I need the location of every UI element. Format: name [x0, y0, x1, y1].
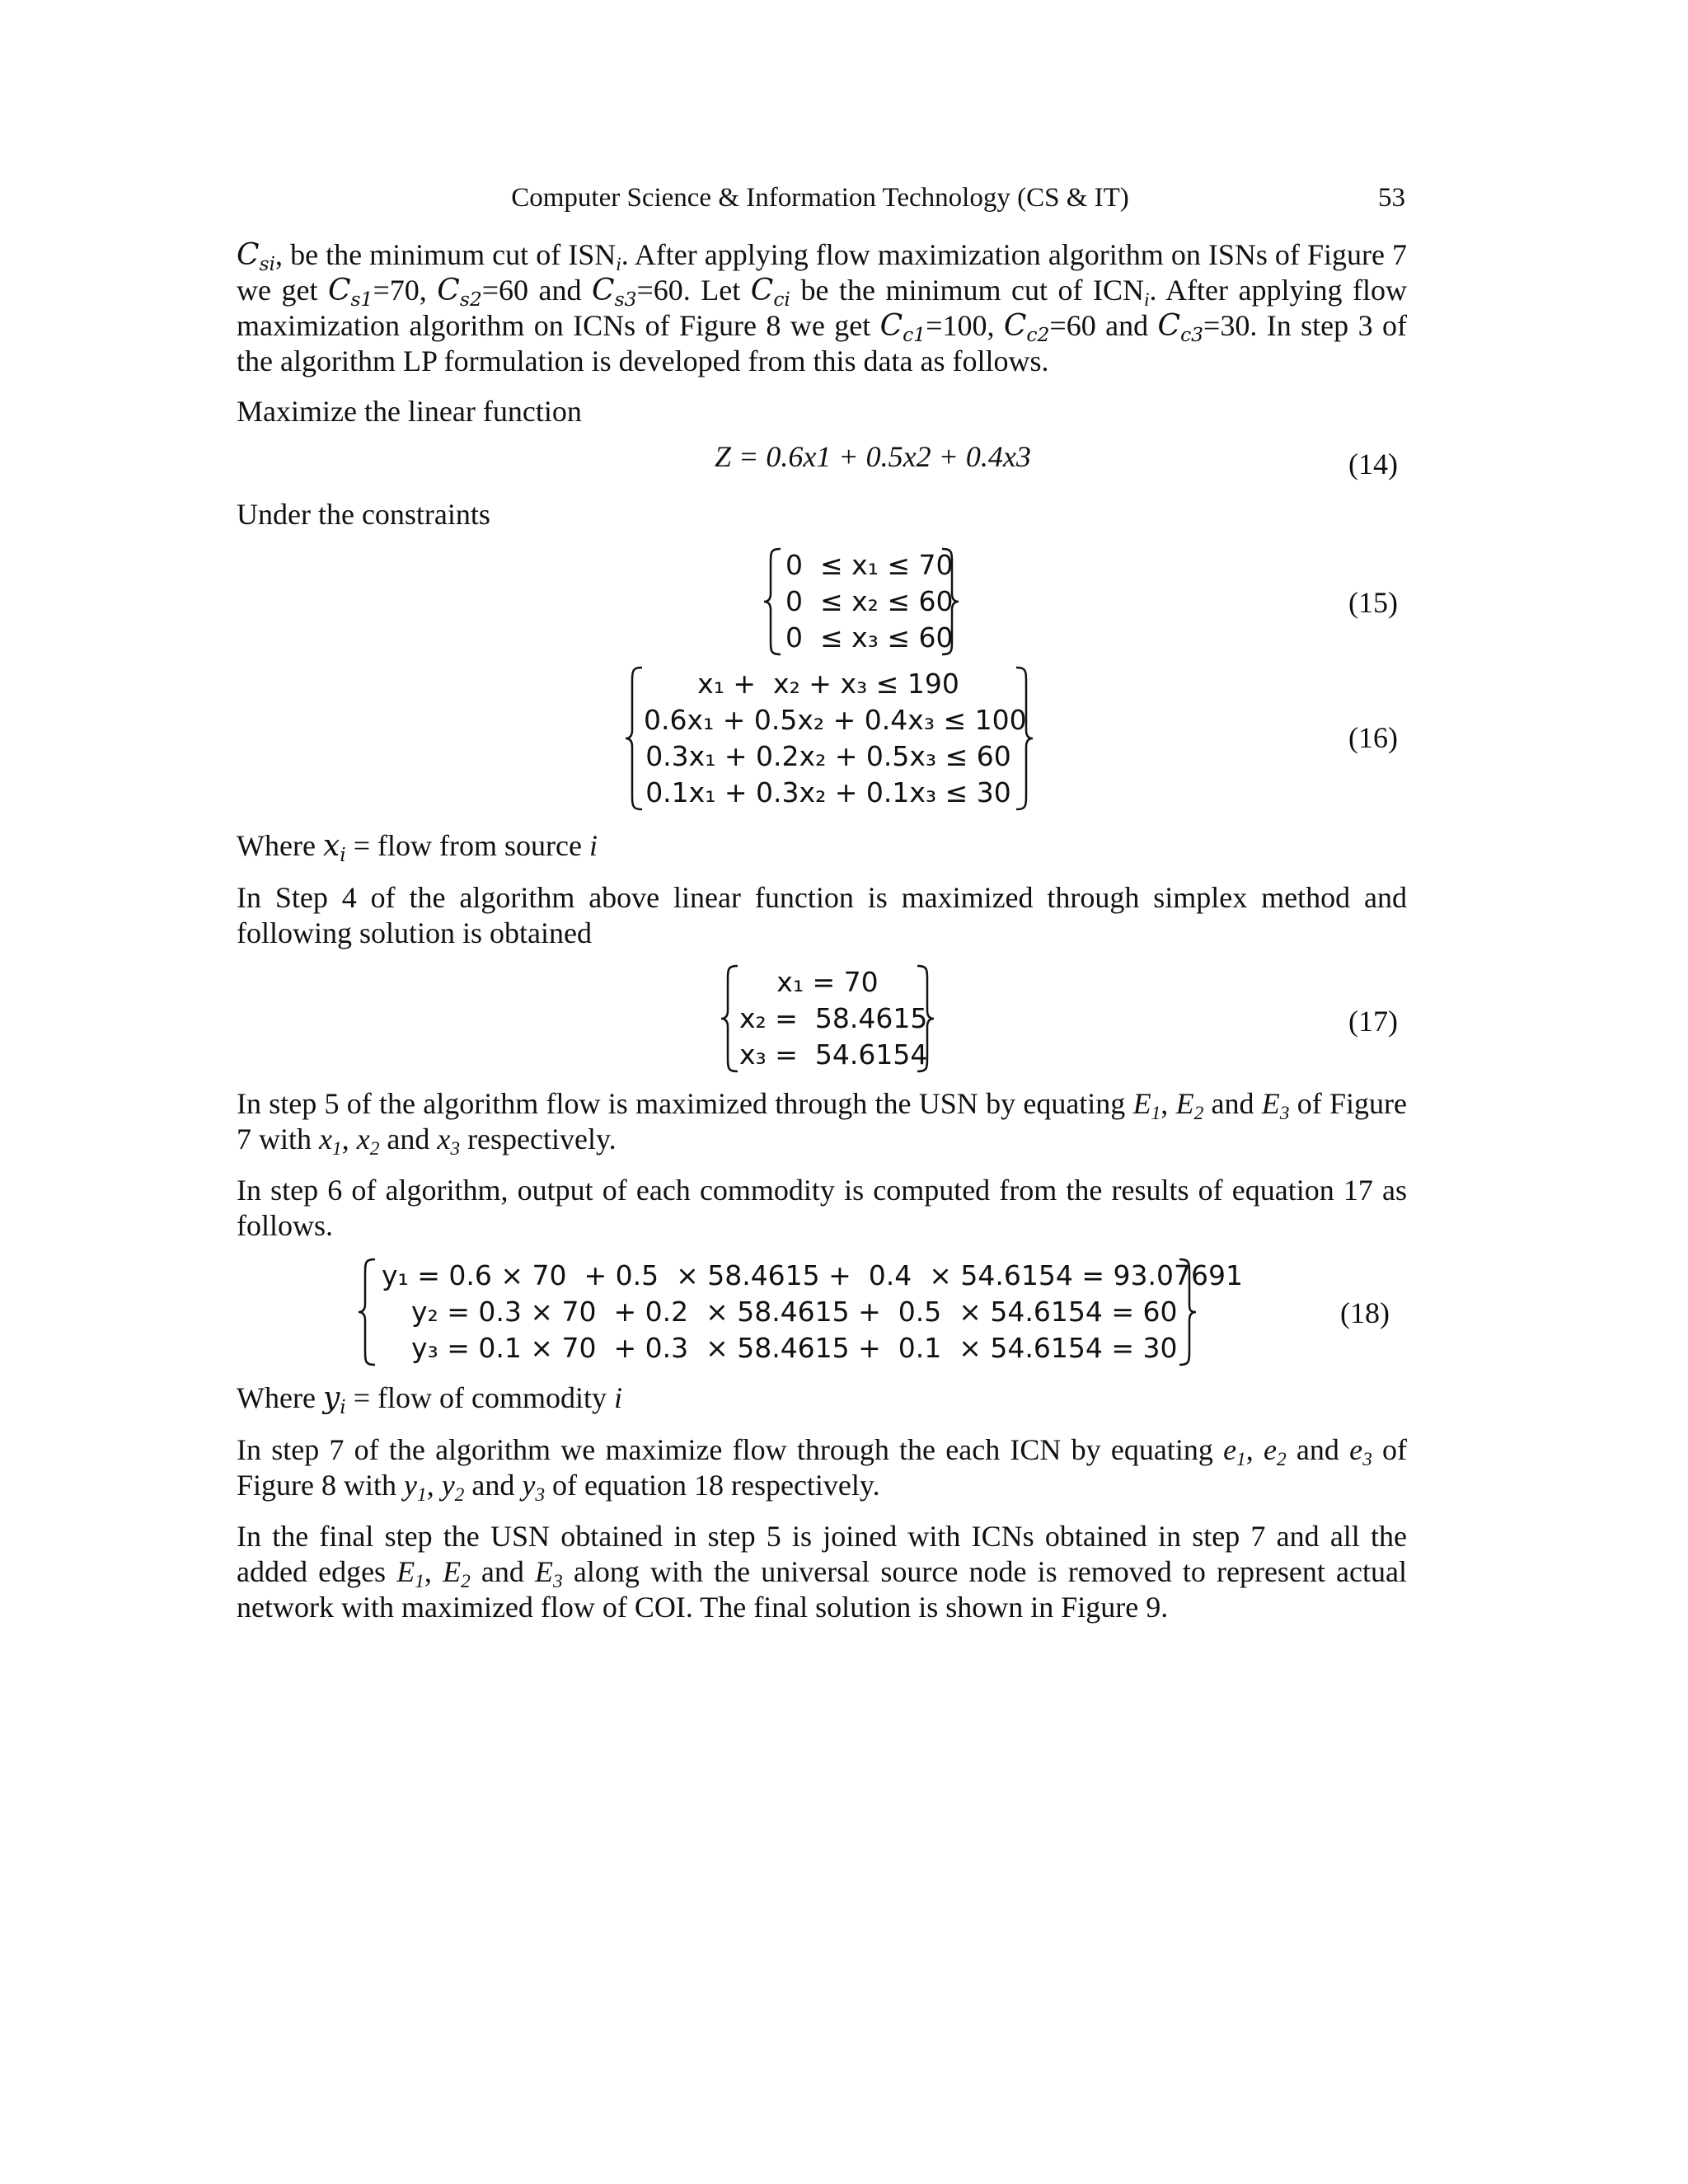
- equation-17: [720, 964, 935, 1073]
- eq17-row-3: x₃ = 54.6154: [739, 1038, 928, 1071]
- left-brace-icon: [720, 964, 741, 1073]
- paragraph-step-6: In step 6 of algorithm, output of each commodity is computed from the results of equation 17 as follows.: [237, 1174, 1407, 1242]
- equation-16-label: (16): [1348, 721, 1398, 754]
- page-header: [235, 183, 1405, 216]
- left-brace-icon: [624, 666, 645, 811]
- eq16-row-3: 0.3x₁ + 0.2x₂ + 0.5x₃ ≤ 60: [645, 740, 1011, 772]
- maximize-line: Maximize the linear function: [237, 395, 582, 428]
- left-brace-icon: [762, 547, 784, 656]
- equation-18-label: (18): [1340, 1296, 1390, 1329]
- eq17-row-2: x₂ = 58.4615: [739, 1002, 928, 1034]
- eq15-row-2: 0 ≤ x₂ ≤ 60: [785, 585, 954, 617]
- paragraph-step-7: In step 7 of the algorithm we maximize flow through the each ICN by equating $e_1$, $e_2$ and $e_3$ of Figure 8 with $y_1$, $y_2$ and $y_3$ of equation 18 respectively.: [237, 1433, 1408, 1507]
- eq16-row-2: 0.6x₁ + 0.5x₂ + 0.4x₃ ≤ 100: [644, 704, 1027, 736]
- left-brace-icon: [357, 1258, 378, 1366]
- eq16-row-4: 0.1x₁ + 0.3x₂ + 0.1x₃ ≤ 30: [645, 776, 1011, 808]
- page-number: 53: [1378, 183, 1405, 213]
- eq18-row-1: y₁ = 0.6 × 70 + 0.5 × 58.4615 + 0.4 × 54.6154 = 93.07691: [382, 1259, 1243, 1291]
- paragraph-step-4: In Step 4 of the algorithm above linear function is maximized through simplex method and following solution is obtained: [237, 881, 1407, 949]
- eq16-row-1: x₁ + x₂ + x₃ ≤ 190: [697, 668, 959, 700]
- equation-16: [624, 666, 1034, 811]
- right-brace-icon: [1176, 1258, 1198, 1366]
- paragraph-min-cut: $C_{si}$, be the minimum cut of $ISN_i$. After applying flow maximization algorithm on ISNs of Figure 7 we get $C_{s1}=70$, $C_{s2}=60$ and $C_{s3}=60$. Let $C_{ci}$ be the minimum cut of $ICN_i$. After applying flow maximization algorithm on ICNs of Figure 8 we get $C_{c1}=100$, $C_{c2}=60$ and $C_{c3}=30$. In step 3 of the algorithm LP formulation is developed from this data as follows.: [237, 238, 1407, 377]
- right-brace-icon: [1013, 666, 1034, 811]
- eq18-row-2: y₂ = 0.3 × 70 + 0.2 × 58.4615 + 0.5 × 54.6154 = 60: [411, 1296, 1178, 1328]
- equation-14-label: (14): [1348, 448, 1398, 480]
- where-x-definition: Where $x_i$ = flow from source i: [237, 829, 598, 867]
- equation-17-label: (17): [1348, 1005, 1398, 1038]
- constraints-line: Under the constraints: [237, 498, 490, 531]
- paragraph-step-5: In step 5 of the algorithm flow is maximized through the USN by equating $E_1$, $E_2$ and $E_3$ of Figure 7 with $x_1$, $x_2$ and $x_3$ respectively.: [237, 1087, 1407, 1160]
- where-y-definition: Where $y_i$ = flow of commodity i: [237, 1381, 623, 1419]
- math-csi: $C_{si}$: [237, 238, 276, 276]
- eq15-row-3: 0 ≤ x₃ ≤ 60: [785, 621, 954, 654]
- paragraph-final-step: In the final step the USN obtained in step 5 is joined with ICNs obtained in step 7 and all the added edges $E_1$, $E_2$ and $E_3$ along with the universal source node is removed to represent actual network with maximized flow of COI. The final solution is shown in Figure 9.: [237, 1520, 1407, 1624]
- eq17-row-1: x₁ = 70: [776, 966, 879, 998]
- eq15-row-1: 0 ≤ x₁ ≤ 70: [785, 549, 954, 581]
- running-title: Computer Science & Information Technology (CS & IT): [511, 183, 1129, 213]
- equation-15: [762, 547, 960, 656]
- equation-15-label: (15): [1348, 586, 1398, 619]
- equation-14: Z = 0.6x1 + 0.5x2 + 0.4x3: [715, 440, 1031, 473]
- right-brace-icon: [914, 964, 935, 1073]
- eq18-row-3: y₃ = 0.1 × 70 + 0.3 × 58.4615 + 0.1 × 54.6154 = 30: [411, 1332, 1178, 1364]
- right-brace-icon: [939, 547, 960, 656]
- equation-18: [357, 1258, 1243, 1366]
